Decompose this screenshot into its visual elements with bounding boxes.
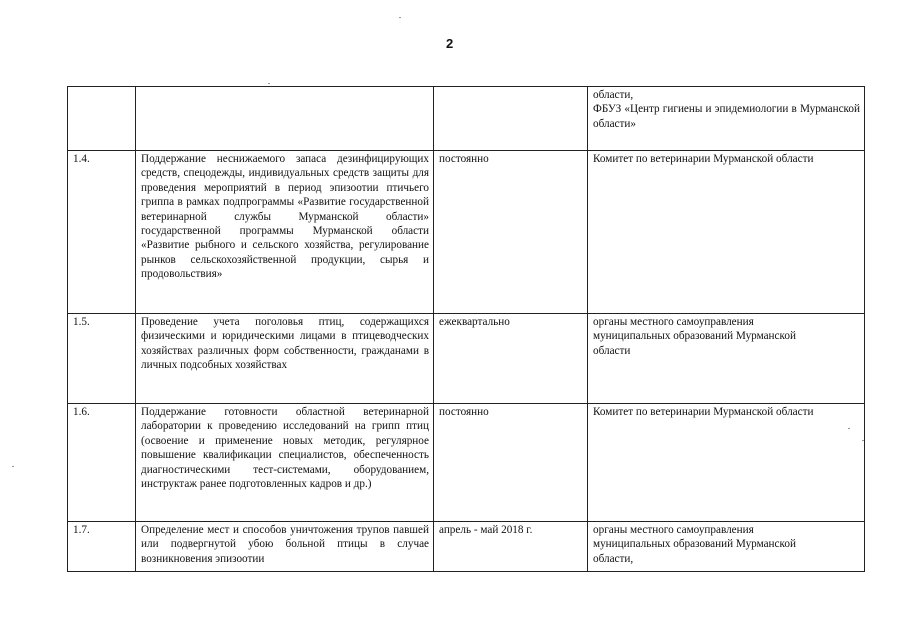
responsible-text (588, 87, 865, 151)
table-row (68, 404, 865, 522)
scan-speck (399, 17, 401, 18)
responsible-text (588, 522, 865, 572)
scan-speck (12, 466, 14, 467)
measure-text (136, 87, 434, 151)
table-row (68, 151, 865, 314)
row-number (68, 87, 136, 151)
table-row (68, 87, 865, 151)
row-number: 1.5. (68, 314, 136, 404)
measure-text: Поддержание готовности областной ветеринарной лаборатории к проведению исследований на грипп птиц (освоение и применение новых методик, регулярное повышение квалификации специалистов, обеспеченность диагностическими тест-системами, оборудованием, инструктаж ранее подготовленных кадров и др.) (136, 404, 434, 522)
responsible-text-content: области, ФБУЗ «Центр гигиены и эпидемиологии в Мурманской области» (593, 89, 860, 130)
scan-speck (848, 428, 850, 429)
measures-table (67, 86, 865, 572)
scan-speck (268, 83, 270, 84)
term-text (434, 87, 588, 151)
scan-speck (862, 440, 864, 441)
row-number: 1.6. (68, 404, 136, 522)
responsible-text-content: Комитет по ветеринарии Мурманской области (593, 406, 814, 418)
term-text: постоянно (434, 404, 588, 522)
term-text: апрель - май 2018 г. (434, 522, 588, 572)
page-number: 2 (446, 36, 454, 51)
measure-text: Определение мест и способов уничтожения трупов павшей или подвергнутой убою больной птицы в случае возникновения эпизоотии (136, 522, 434, 572)
table-row (68, 522, 865, 572)
row-number: 1.4. (68, 151, 136, 314)
term-text: ежеквартально (434, 314, 588, 404)
responsible-text (588, 314, 865, 404)
table-row (68, 314, 865, 404)
responsible-text-content: органы местного самоуправления муниципальных образований Мурманской области, (593, 524, 796, 565)
measure-text: Поддержание неснижаемого запаса дезинфицирующих средств, спецодежды, индивидуальных средств защиты для проведения мероприятий в период эпизоотии птичьего гриппа в рамках подпрограммы «Развитие государственной ветеринарной службы Мурманской области» государственной программы Мурманской области «Развитие рыбного и сельского хозяйства, регулирование рынков сельскохозяйственной продукции, сырья и продовольствия» (136, 151, 434, 314)
responsible-text (588, 151, 865, 314)
responsible-text-content: Комитет по ветеринарии Мурманской области (593, 153, 814, 165)
responsible-text (588, 404, 865, 522)
measure-text: Проведение учета поголовья птиц, содержащихся физическими и юридическими лицами в птицеводческих хозяйствах различных форм собственности, гражданами в личных подсобных хозяйствах (136, 314, 434, 404)
term-text: постоянно (434, 151, 588, 314)
responsible-text-content: органы местного самоуправления муниципальных образований Мурманской области (593, 316, 796, 357)
row-number: 1.7. (68, 522, 136, 572)
